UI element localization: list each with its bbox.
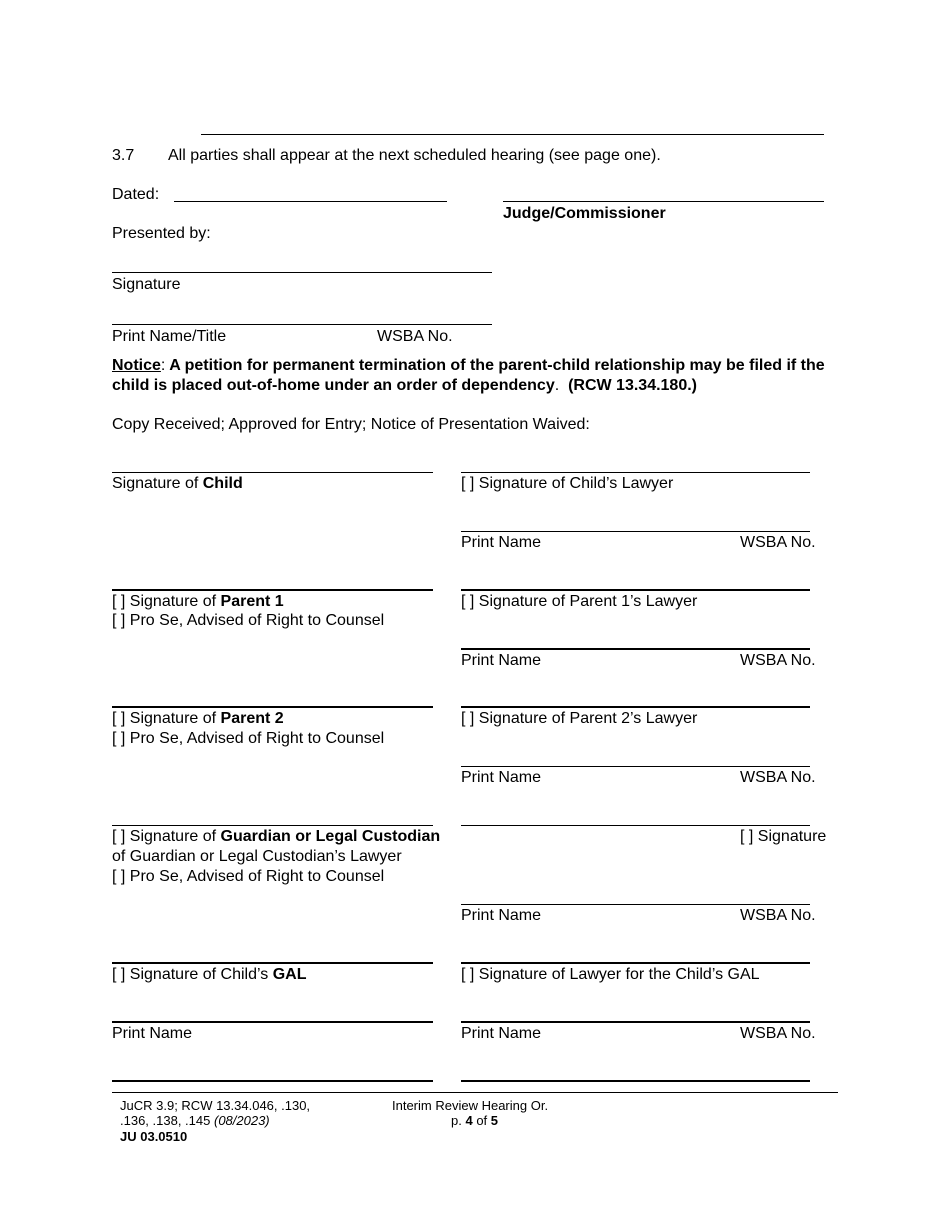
judge-signature-line[interactable] <box>503 201 824 202</box>
guardian-lawyer-label <box>740 827 826 847</box>
parent1-pro-se <box>112 611 384 631</box>
dated-field[interactable] <box>174 201 447 202</box>
parent1-lawyer-name-line[interactable] <box>461 648 810 650</box>
footer-rule-citation-2 <box>120 1113 270 1129</box>
gal-lawyer-text: Signature of Lawyer for the Child’s GAL <box>478 966 760 983</box>
notice-paragraph <box>112 356 852 396</box>
parent1-signature-line[interactable] <box>112 589 433 591</box>
child-lawyer-wsba: WSBA No. <box>740 534 816 551</box>
parent2-lawyer-text: Signature of Parent 2’s Lawyer <box>478 710 698 727</box>
pro-se-text: Pro Se, Advised of Right to Counsel <box>129 612 385 629</box>
signature-of-text: Signature of <box>129 593 217 610</box>
child-signature-line[interactable] <box>112 472 433 473</box>
judge-label: Judge/Commissioner <box>503 205 666 222</box>
child-lawyer-checkbox[interactable]: [ ] <box>461 475 475 492</box>
gal-lawyer-signature-line[interactable] <box>461 962 810 964</box>
parent1-lawyer-checkbox[interactable]: [ ] <box>461 593 475 610</box>
top-rule <box>201 134 824 135</box>
presented-by-label: Presented by: <box>112 225 211 242</box>
parent2-pro-se <box>112 729 384 749</box>
parent2-bold: Parent 2 <box>220 710 284 727</box>
section-text: All parties shall appear at the next scheduled hearing (see page one). <box>168 147 661 164</box>
parent1-lawyer-wsba: WSBA No. <box>740 652 816 669</box>
presenter-wsba-label: WSBA No. <box>377 328 453 345</box>
footer-title: Interim Review Hearing Or. <box>392 1098 549 1113</box>
page-prefix: p. <box>451 1113 462 1128</box>
notice-period: . <box>554 377 560 394</box>
guardian-lawyer-wsba: WSBA No. <box>740 907 816 924</box>
guardian-lawyer-print-name: Print Name <box>461 907 542 924</box>
presenter-print-name-label: Print Name/Title <box>112 328 227 345</box>
child-bold: Child <box>202 475 243 492</box>
presenter-name-line[interactable] <box>112 324 492 325</box>
child-signature-label <box>112 474 243 494</box>
child-lawyer-name-line[interactable] <box>461 531 810 532</box>
signature-of-text: Signature of <box>129 828 217 845</box>
pro-se-text: Pro Se, Advised of Right to Counsel <box>129 730 385 747</box>
parent2-checkbox[interactable]: [ ] <box>112 710 126 727</box>
page-num: 4 <box>465 1113 473 1128</box>
bottom-line-left[interactable] <box>112 1080 433 1082</box>
gal-print-name: Print Name <box>112 1025 193 1042</box>
notice-text: A petition for permanent termination of the parent-child relationship may be filed if the child is placed out-of-home under an order of dependency <box>112 357 825 394</box>
gal-lawyer-checkbox[interactable]: [ ] <box>461 966 475 983</box>
parent1-lawyer-signature-line[interactable] <box>461 589 810 591</box>
notice-colon: : <box>160 357 166 374</box>
gal-name-line[interactable] <box>112 1021 433 1023</box>
parent2-lawyer-print-name: Print Name <box>461 769 542 786</box>
dated-label: Dated: <box>112 186 160 203</box>
page-of: of <box>476 1113 488 1128</box>
pro-se-text: Pro Se, Advised of Right to Counsel <box>129 868 385 885</box>
presenter-signature-label: Signature <box>112 276 181 293</box>
parent1-pro-se-checkbox[interactable]: [ ] <box>112 612 126 629</box>
bottom-line-right[interactable] <box>461 1080 810 1082</box>
parent2-lawyer-signature-line[interactable] <box>461 706 810 708</box>
guardian-signature-line[interactable] <box>112 825 433 826</box>
parent1-signature-label <box>112 592 284 612</box>
parent1-lawyer-label <box>461 592 697 612</box>
parent2-signature-label <box>112 709 284 729</box>
parent2-signature-line[interactable] <box>112 706 433 708</box>
parent1-lawyer-text: Signature of Parent 1’s Lawyer <box>478 593 698 610</box>
parent1-checkbox[interactable]: [ ] <box>112 593 126 610</box>
guardian-bold: Guardian or Legal Custodian <box>220 828 441 845</box>
gal-bold: GAL <box>272 966 307 983</box>
footer-rule-citation-1: JuCR 3.9; RCW 13.34.046, .130, <box>120 1098 311 1113</box>
footer-rule <box>112 1092 838 1093</box>
footer-form-number: JU 03.0510 <box>120 1129 188 1144</box>
footer-rule-text: .136, .138, .145 <box>120 1113 211 1128</box>
signature-of-text: Signature of <box>129 710 217 727</box>
parent1-lawyer-print-name: Print Name <box>461 652 542 669</box>
footer-page-number <box>451 1113 498 1129</box>
signature-of-text: Signature of <box>112 475 199 492</box>
gal-signature-line[interactable] <box>112 962 433 964</box>
child-lawyer-signature-line[interactable] <box>461 472 810 473</box>
page-total: 5 <box>490 1113 499 1128</box>
guardian-lawyer-label-rest: of Guardian or Legal Custodian’s Lawyer <box>112 848 402 865</box>
parent2-lawyer-name-line[interactable] <box>461 766 810 767</box>
guardian-checkbox[interactable]: [ ] <box>112 828 126 845</box>
parent2-lawyer-wsba: WSBA No. <box>740 769 816 786</box>
guardian-lawyer-signature-line[interactable] <box>461 825 810 826</box>
guardian-lawyer-checkbox[interactable]: [ ] <box>740 828 754 845</box>
child-lawyer-print-name: Print Name <box>461 534 542 551</box>
footer-date: (08/2023) <box>213 1113 270 1128</box>
child-lawyer-label <box>461 474 673 494</box>
gal-lawyer-name-line[interactable] <box>461 1021 810 1023</box>
guardian-pro-se-checkbox[interactable]: [ ] <box>112 868 126 885</box>
gal-lawyer-wsba: WSBA No. <box>740 1025 816 1042</box>
gal-prefix-text: Signature of Child’s <box>129 966 269 983</box>
parent2-pro-se-checkbox[interactable]: [ ] <box>112 730 126 747</box>
presenter-signature-line[interactable] <box>112 272 492 273</box>
guardian-signature-label <box>112 827 440 847</box>
copy-received-label: Copy Received; Approved for Entry; Notice of Presentation Waived: <box>112 416 590 433</box>
child-lawyer-text: Signature of Child’s Lawyer <box>478 475 674 492</box>
gal-checkbox[interactable]: [ ] <box>112 966 126 983</box>
parent2-lawyer-label <box>461 709 697 729</box>
gal-lawyer-label <box>461 965 760 985</box>
guardian-pro-se <box>112 867 384 887</box>
gal-lawyer-print-name: Print Name <box>461 1025 542 1042</box>
gal-signature-label <box>112 965 306 985</box>
parent2-lawyer-checkbox[interactable]: [ ] <box>461 710 475 727</box>
parent1-bold: Parent 1 <box>220 593 284 610</box>
notice-citation: (RCW 13.34.180.) <box>568 377 697 394</box>
guardian-lawyer-text-first: Signature <box>757 828 827 845</box>
guardian-lawyer-name-line[interactable] <box>461 904 810 905</box>
notice-word: Notice <box>112 357 161 374</box>
section-number: 3.7 <box>112 147 135 164</box>
